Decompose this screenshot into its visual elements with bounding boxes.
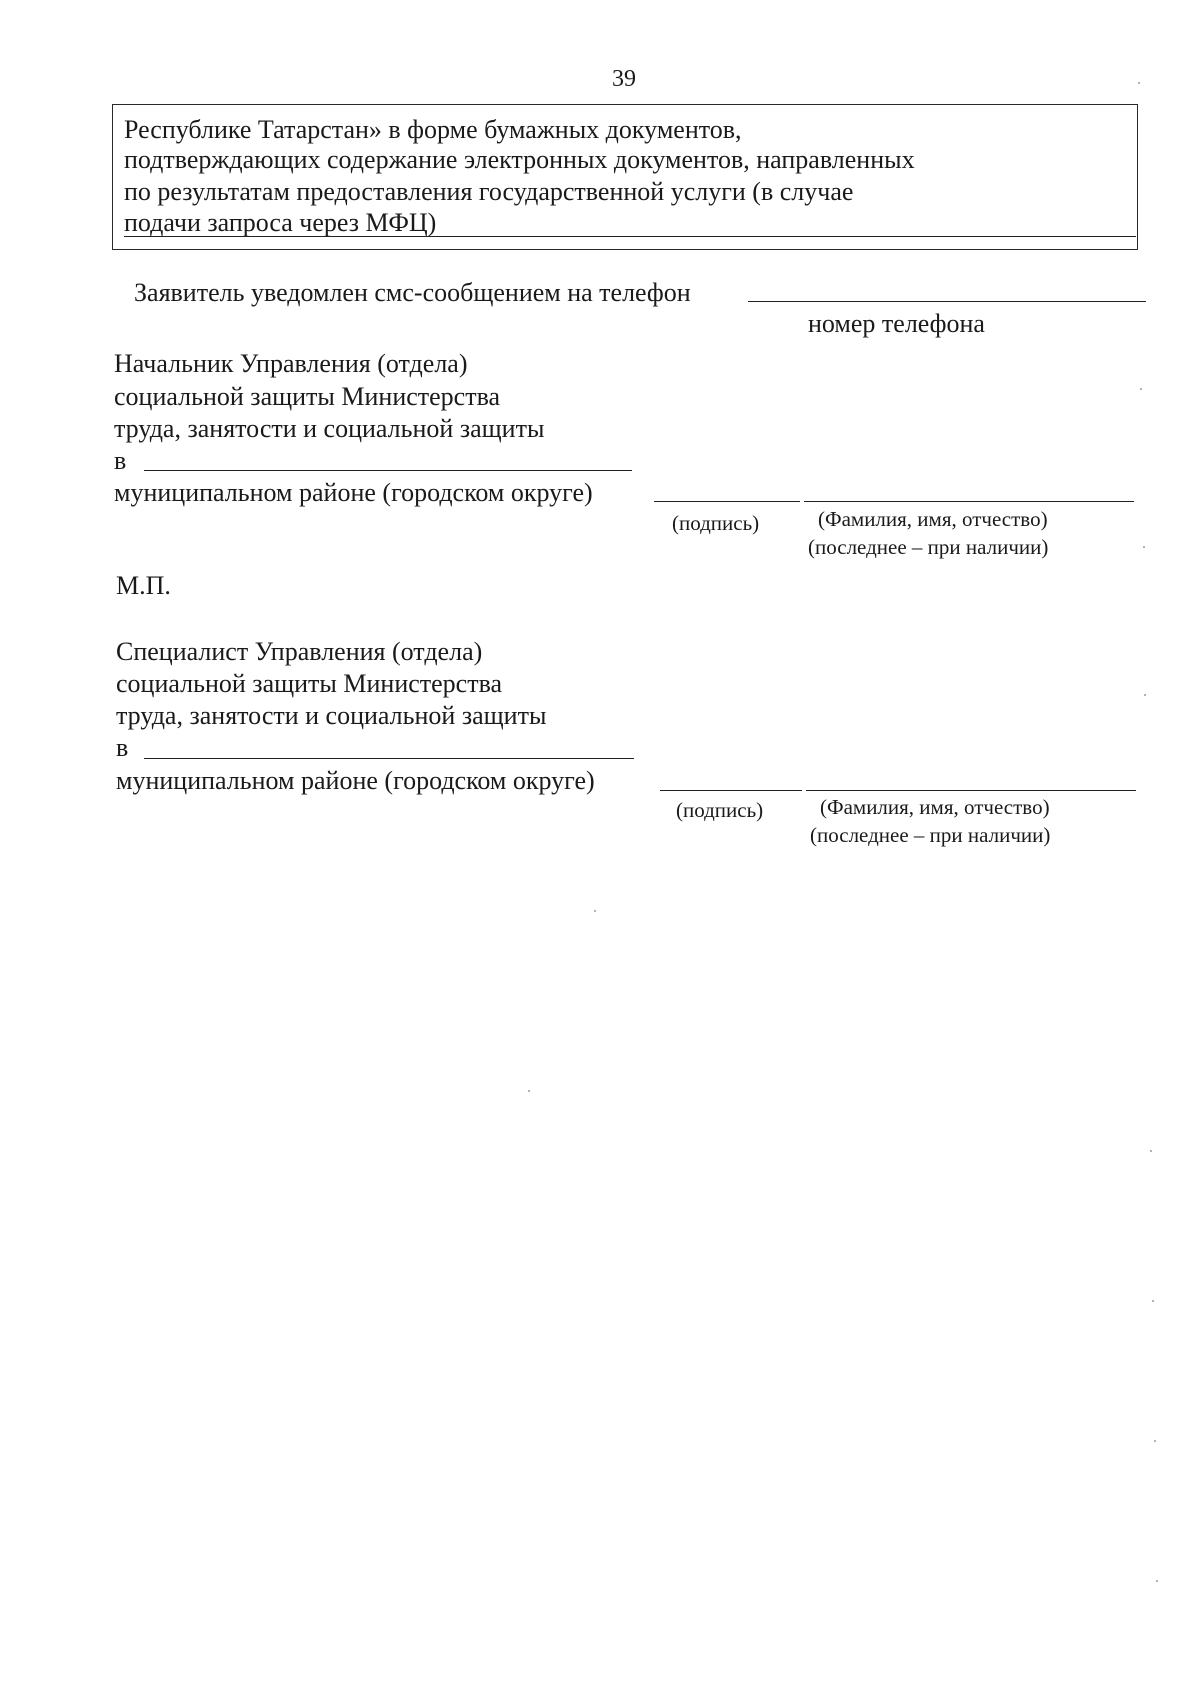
- scan-speck: [1150, 1150, 1152, 1152]
- head-title-line-5: муниципальном районе (городском округе): [114, 478, 593, 507]
- phone-number-field[interactable]: [748, 301, 1146, 302]
- head-signature-field[interactable]: [654, 501, 800, 502]
- head-title-line-3: труда, занятости и социальной защиты: [114, 414, 545, 443]
- stamp-place-label: М.П.: [116, 571, 171, 600]
- box-last-line-rule: [124, 236, 1136, 237]
- scan-speck: [1154, 1440, 1156, 1442]
- box-line-3: по результатам предоставления государственной услуги (в случае: [124, 177, 854, 206]
- scan-speck: [1156, 1580, 1158, 1582]
- scan-speck: [1143, 546, 1145, 548]
- head-title-line-4: в: [114, 446, 127, 475]
- box-line-1: Республике Татарстан» в форме бумажных документов,: [124, 115, 742, 144]
- sms-notification-label: Заявитель уведомлен смс-сообщением на телефон: [134, 278, 691, 307]
- specialist-title-line-2: социальной защиты Министерства: [116, 669, 503, 698]
- scan-speck: [1144, 694, 1146, 696]
- scan-speck: [528, 1090, 530, 1092]
- specialist-district-field[interactable]: [144, 758, 634, 759]
- specialist-name-caption-2: (последнее – при наличии): [810, 823, 1051, 847]
- specialist-title-line-3: труда, занятости и социальной защиты: [116, 701, 547, 730]
- page-number: 39: [612, 66, 636, 92]
- specialist-signature-caption: (подпись): [676, 798, 764, 822]
- specialist-title-line-1: Специалист Управления (отдела): [116, 637, 483, 666]
- head-title-line-1: Начальник Управления (отдела): [114, 349, 468, 378]
- head-district-field[interactable]: [144, 470, 632, 471]
- scan-speck: [1152, 1300, 1154, 1302]
- head-name-caption-2: (последнее – при наличии): [808, 535, 1049, 559]
- box-line-2: подтверждающих содержание электронных документов, направленных: [124, 145, 915, 174]
- phone-number-caption: номер телефона: [808, 309, 985, 338]
- head-full-name-field[interactable]: [804, 501, 1134, 502]
- head-title-line-2: социальной защиты Министерства: [114, 382, 501, 411]
- box-line-4: подачи запроса через МФЦ): [124, 208, 437, 237]
- head-name-caption-1: (Фамилия, имя, отчество): [818, 507, 1048, 531]
- specialist-full-name-field[interactable]: [806, 790, 1136, 791]
- specialist-title-line-5: муниципальном районе (городском округе): [116, 766, 595, 795]
- scan-speck: [1140, 388, 1142, 390]
- scan-speck: [1138, 82, 1140, 84]
- specialist-title-line-4: в: [116, 733, 129, 762]
- head-signature-caption: (подпись): [672, 511, 760, 535]
- scan-speck: [594, 910, 596, 912]
- specialist-name-caption-1: (Фамилия, имя, отчество): [820, 795, 1050, 819]
- specialist-signature-field[interactable]: [660, 790, 802, 791]
